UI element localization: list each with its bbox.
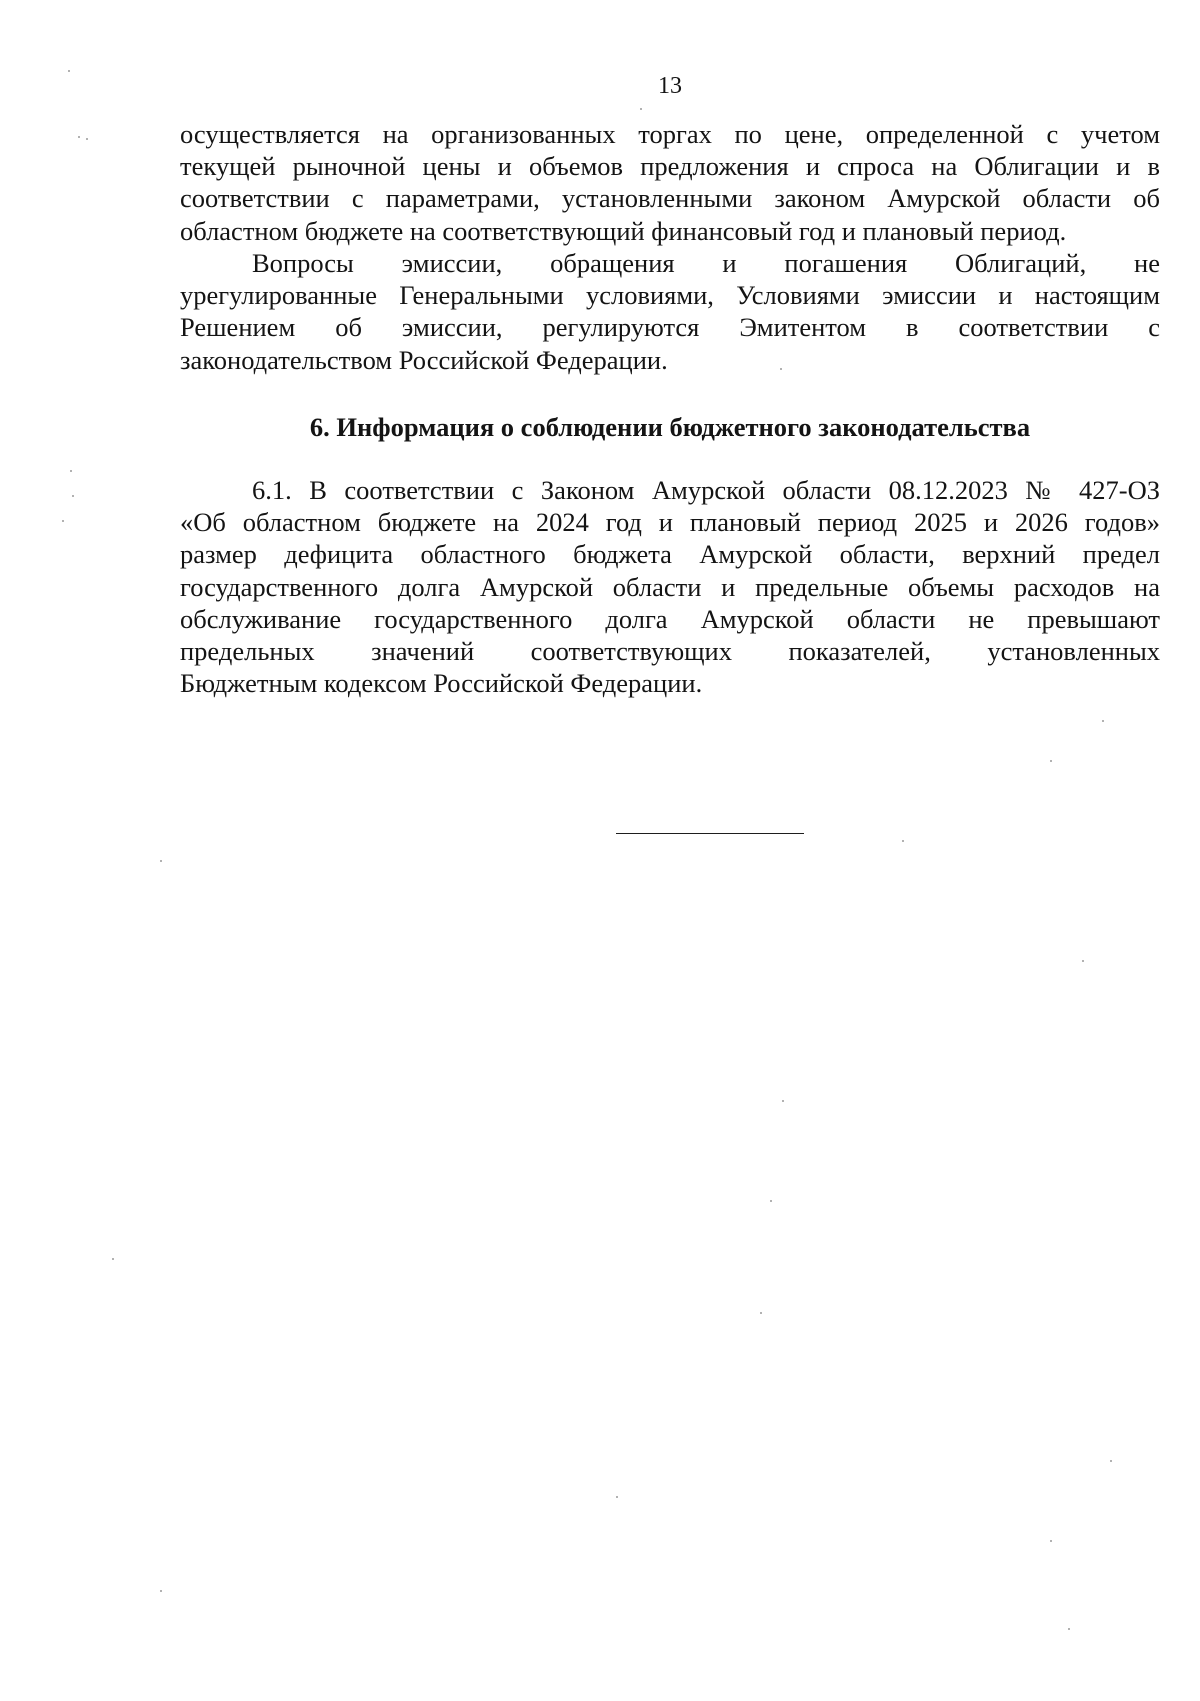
- text-line: областном бюджете на соответствующий финансовый год и плановый период.: [180, 215, 1067, 246]
- text-line: 6.1. В соответствии с Законом Амурской области 08.12.2023 № 427-ОЗ: [252, 475, 1160, 505]
- closing-rule: [616, 833, 804, 834]
- text-line: обслуживание государственного долга Амурской области не превышают: [180, 603, 1160, 634]
- text-line: Бюджетным кодексом Российской Федерации.: [180, 668, 703, 699]
- text-line: Решением об эмиссии, регулируются Эмитентом в соответствии с: [180, 312, 1160, 343]
- page-number: 13: [658, 73, 682, 99]
- text-line: размер дефицита областного бюджета Амурской области, верхний предел: [180, 539, 1160, 570]
- text-line: соответствии с параметрами, установленными законом Амурской области об: [180, 183, 1160, 214]
- text-line: предельных значений соответствующих показателей, установленных: [180, 636, 1160, 667]
- paragraph-issues-regulation: [180, 247, 1160, 376]
- text-line: «Об областном бюджете на 2024 год и плановый период 2025 и 2026 годов»: [180, 507, 1160, 538]
- text-line: Вопросы эмиссии, обращения и погашения Облигаций, не: [252, 248, 1160, 278]
- paragraph-continuation: [180, 118, 1160, 247]
- section-heading: 6. Информация о соблюдении бюджетного законодательства: [309, 412, 1031, 442]
- text-line: государственного долга Амурской области и предельные объемы расходов на: [180, 571, 1160, 602]
- text-line: законодательством Российской Федерации.: [180, 344, 668, 375]
- text-line: текущей рыночной цены и объемов предложения и спроса на Облигации и в: [180, 151, 1160, 182]
- paragraph-6-1: [180, 474, 1160, 699]
- text-line: осуществляется на организованных торгах по цене, определенной с учетом: [180, 119, 1160, 149]
- text-line: урегулированные Генеральными условиями, Условиями эмиссии и настоящим: [180, 280, 1160, 311]
